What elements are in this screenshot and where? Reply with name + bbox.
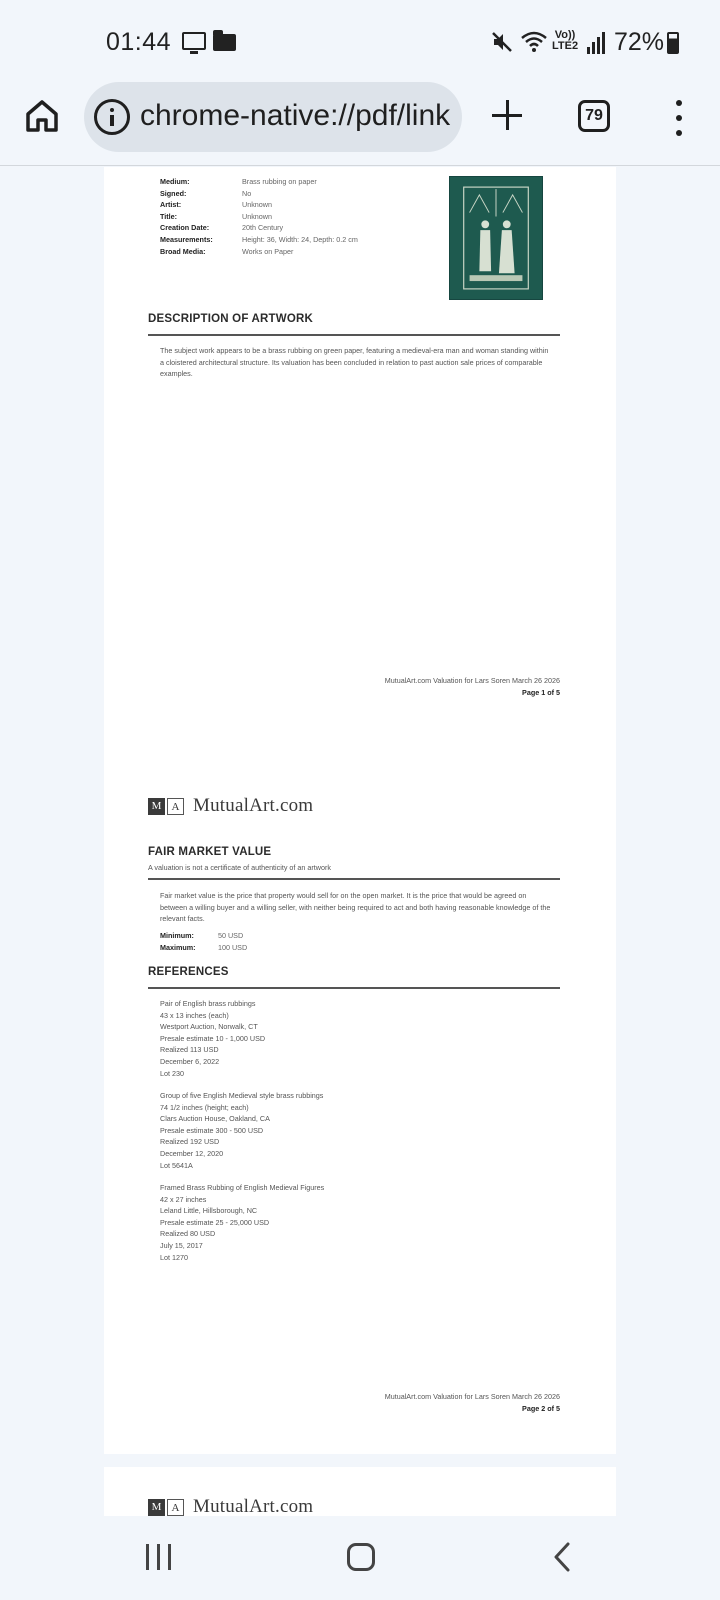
- mutualart-logo: M A MutualArt.com: [148, 796, 313, 816]
- tab-switcher-button[interactable]: 79: [578, 100, 610, 132]
- menu-dot-icon: [676, 130, 682, 136]
- description-text: The subject work appears to be a brass rubbing on green paper, featuring a medieval-era man and woman standing within a cloistered architectural structure. Its valuation has been concluded in relation to past auction sale prices of comparable examples.: [160, 346, 549, 379]
- menu-button[interactable]: [664, 98, 694, 138]
- folder-icon: [213, 34, 236, 51]
- artwork-image: [449, 176, 543, 300]
- pdf-page-3: [104, 1467, 616, 1516]
- battery-percent: 72%: [614, 28, 665, 56]
- menu-dot-icon: [676, 100, 682, 106]
- detail-row: Creation Date: 20th Century: [160, 223, 284, 233]
- reference-item: Group of five English Medieval style brass rubbings 74 1/2 inches (height; each) Clars Auction House, Oakland, CA Presale estimate 300 - 500 USD Realized 192 USD December 12, 2020 Lot 5641A: [160, 1091, 324, 1170]
- page-number: Page 2 of 5: [522, 1404, 560, 1413]
- reference-item: Pair of English brass rubbings 43 x 13 inches (each) Westport Auction, Norwalk, CT Presale estimate 10 - 1,000 USD Realized 113 USD December 6, 2022 Lot 230: [160, 999, 266, 1078]
- references-heading: REFERENCES: [148, 966, 229, 978]
- page-footer-text: MutualArt.com Valuation for Lars Soren March 26 2026: [384, 676, 560, 685]
- mutualart-logo: M A MutualArt.com: [148, 1497, 313, 1516]
- pdf-page-2: [104, 766, 616, 1454]
- description-heading: DESCRIPTION OF ARTWORK: [148, 313, 313, 325]
- back-button[interactable]: [548, 1540, 578, 1574]
- fmv-text: Fair market value is the price that property would sell for on the open market. It is the price that would be agreed on between a willing buyer and a willing seller, with neither being required to act and both having reasonable knowledge of the relevant facts.: [160, 891, 551, 924]
- status-bar: [0, 0, 720, 84]
- browser-toolbar: [0, 84, 720, 166]
- pdf-viewer[interactable]: [0, 167, 720, 1516]
- new-tab-button[interactable]: [488, 96, 528, 136]
- system-nav-bar: [0, 1516, 720, 1600]
- bar-icon: [146, 1544, 149, 1570]
- page-footer-text: MutualArt.com Valuation for Lars Soren March 26 2026: [384, 1392, 560, 1401]
- status-time: 01:44: [106, 28, 172, 56]
- bar-icon: [168, 1544, 171, 1570]
- divider: [148, 878, 560, 880]
- maximum-row: Maximum: 100 USD: [160, 942, 248, 952]
- fmv-heading: FAIR MARKET VALUE: [148, 846, 272, 858]
- recent-apps-button[interactable]: [146, 1544, 174, 1570]
- divider: [148, 987, 560, 989]
- bar-icon: [157, 1544, 160, 1570]
- detail-row: Medium: Brass rubbing on paper: [160, 177, 317, 186]
- home-nav-button[interactable]: [347, 1543, 375, 1571]
- info-icon[interactable]: [94, 99, 130, 135]
- divider: [148, 334, 560, 336]
- menu-dot-icon: [676, 115, 682, 121]
- url-text[interactable]: chrome-native://pdf/link: [140, 99, 451, 132]
- detail-row: Signed: No: [160, 188, 252, 198]
- detail-row: Broad Media: Works on Paper: [160, 246, 294, 256]
- lte-indicator: Vo)) LTE2: [552, 29, 579, 52]
- value-range: [160, 930, 360, 953]
- address-bar[interactable]: [84, 82, 462, 152]
- minimum-row: Minimum: 50 USD: [160, 931, 244, 940]
- battery-icon: [667, 32, 679, 54]
- home-button[interactable]: [22, 96, 62, 136]
- screen-cast-icon: [182, 32, 206, 50]
- wifi-icon: [520, 30, 548, 54]
- artwork-details: [160, 176, 450, 257]
- detail-row: Title: Unknown: [160, 211, 272, 221]
- signal-icon: [586, 32, 606, 54]
- detail-row: Artist: Unknown: [160, 200, 272, 210]
- reference-item: Framed Brass Rubbing of English Medieval Figures 42 x 27 inches Leland Little, Hillsborough, NC Presale estimate 25 - 25,000 USD Realized 80 USD July 15, 2017 Lot 1270: [160, 1183, 325, 1262]
- mute-icon: [490, 30, 514, 54]
- fmv-subtitle: A valuation is not a certificate of authenticity of an artwork: [148, 863, 331, 872]
- detail-row: Measurements: Height: 36, Width: 24, Depth: 0.2 cm: [160, 234, 358, 244]
- page-number: Page 1 of 5: [522, 688, 560, 697]
